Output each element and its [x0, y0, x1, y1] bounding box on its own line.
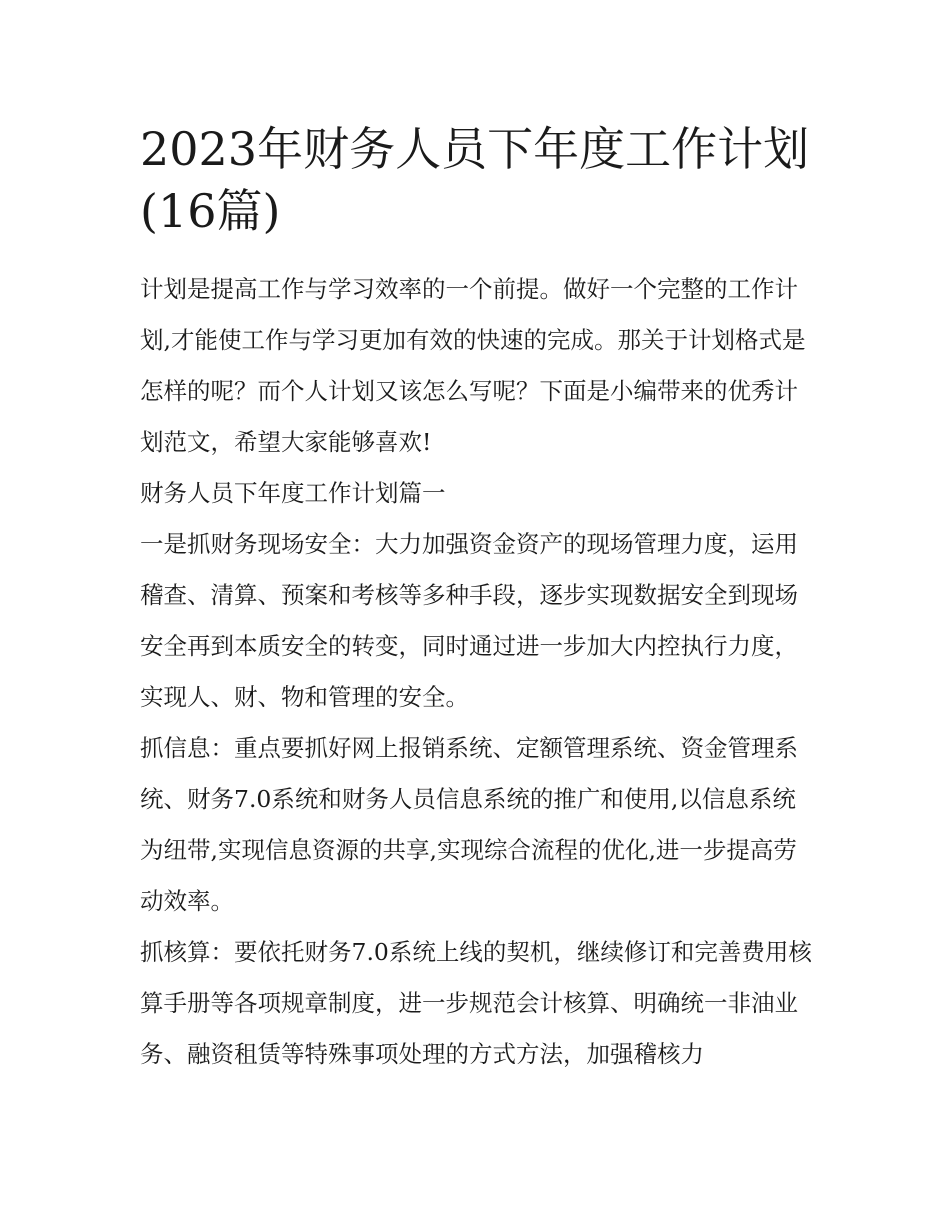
document-title: 2023年财务人员下年度工作计划(16篇) — [140, 122, 810, 238]
section-heading: 财务人员下年度工作计划篇一 — [140, 479, 446, 507]
paragraph-accounting: 抓核算：要依托财务7.0系统上线的契机，继续修订和完善费用核算手册等各项规章制度，进一步规范会计核算、明确统一非油业务、融资租赁等特殊事项处理的方式方法，加强稽核力 — [140, 938, 812, 1068]
intro-paragraph: 计划是提高工作与学习效率的一个前提。做好一个完整的工作计划,才能使工作与学习更加有效的快速的完成。那关于计划格式是怎样的呢？而个人计划又该怎么写呢？下面是小编带来的优秀计划范文，希望大家能够喜欢! — [140, 275, 806, 456]
title-spacer — [140, 242, 812, 264]
paragraph-information: 抓信息：重点要抓好网上报销系统、定额管理系统、资金管理系统、财务7.0系统和财务人员信息系统的推广和使用,以信息系统为纽带,实现信息资源的共享,实现综合流程的优化,进一步提高劳动效率。 — [140, 734, 798, 915]
paragraph-safety: 一是抓财务现场安全：大力加强资金资产的现场管理力度，运用稽查、清算、预案和考核等多种手段，逐步实现数据安全到现场安全再到本质安全的转变，同时通过进一步加大内控执行力度，实现人、财、物和管理的安全。 — [140, 530, 798, 711]
document-body — [140, 118, 812, 1080]
